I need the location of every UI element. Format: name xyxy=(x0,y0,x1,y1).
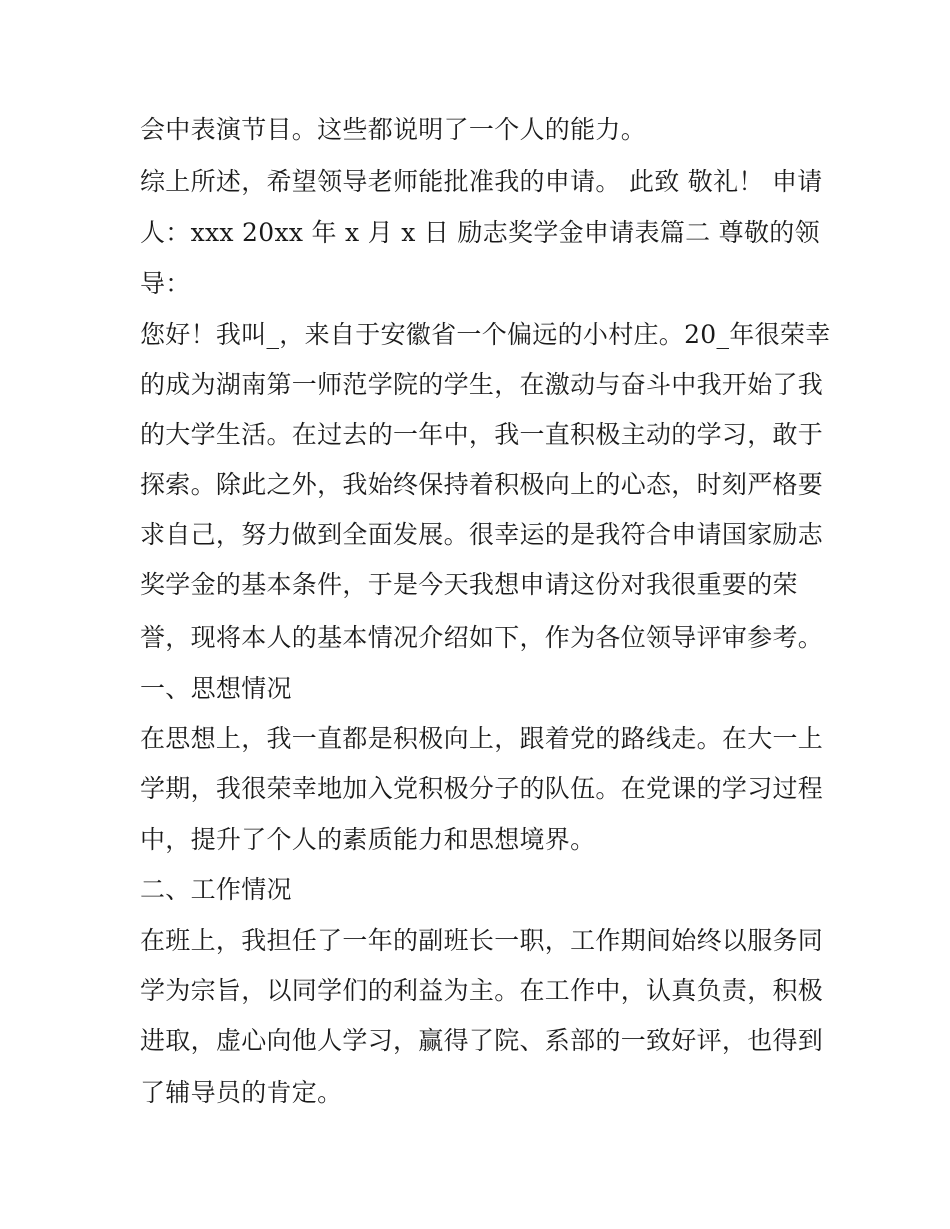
text-line: 学期，我很荣幸地加入党积极分子的队伍。在党课的学习过程 xyxy=(140,774,824,803)
section-heading: 二、工作情况 xyxy=(140,875,292,904)
text-line: 综上所述，希望领导老师能批准我的申请。 此致 敬礼！ 申请 xyxy=(140,167,823,196)
text-line: 在思想上，我一直都是积极向上，跟着党的路线走。在大一上 xyxy=(140,724,824,753)
text-line: 探索。除此之外，我始终保持着积极向上的心态，时刻严格要 xyxy=(140,470,824,499)
text-line: 在班上，我担任了一年的副班长一职，工作期间始终以服务同 xyxy=(140,926,824,955)
text-line: 您好！我叫_，来自于安徽省一个偏远的小村庄。20_年很荣幸 xyxy=(140,320,831,349)
text-line: 中，提升了个人的素质能力和思想境界。 xyxy=(140,825,596,854)
text-line: 的成为湖南第一师范学院的学生，在激动与奋斗中我开始了我 xyxy=(140,370,824,399)
text-line: 人：xxx 20xx 年 x 月 x 日 励志奖学金申请表篇二 尊敬的领 xyxy=(140,218,820,247)
text-line: 求自己，努力做到全面发展。很幸运的是我符合申请国家励志 xyxy=(140,520,824,549)
text-line: 会中表演节目。这些都说明了一个人的能力。 xyxy=(140,115,647,144)
text-line: 誉，现将本人的基本情况介绍如下，作为各位领导评审参考。 xyxy=(140,623,824,652)
text-line: 导： xyxy=(140,269,191,298)
text-line: 奖学金的基本条件，于是今天我想申请这份对我很重要的荣 xyxy=(140,570,798,599)
text-line: 了辅导员的肯定。 xyxy=(140,1078,343,1107)
text-line: 的大学生活。在过去的一年中，我一直积极主动的学习，敢于 xyxy=(140,420,824,449)
section-heading: 一、思想情况 xyxy=(140,674,292,703)
text-line: 进取，虚心向他人学习，赢得了院、系部的一致好评，也得到 xyxy=(140,1026,824,1055)
text-line: 学为宗旨，以同学们的利益为主。在工作中，认真负责，积极 xyxy=(140,976,824,1005)
